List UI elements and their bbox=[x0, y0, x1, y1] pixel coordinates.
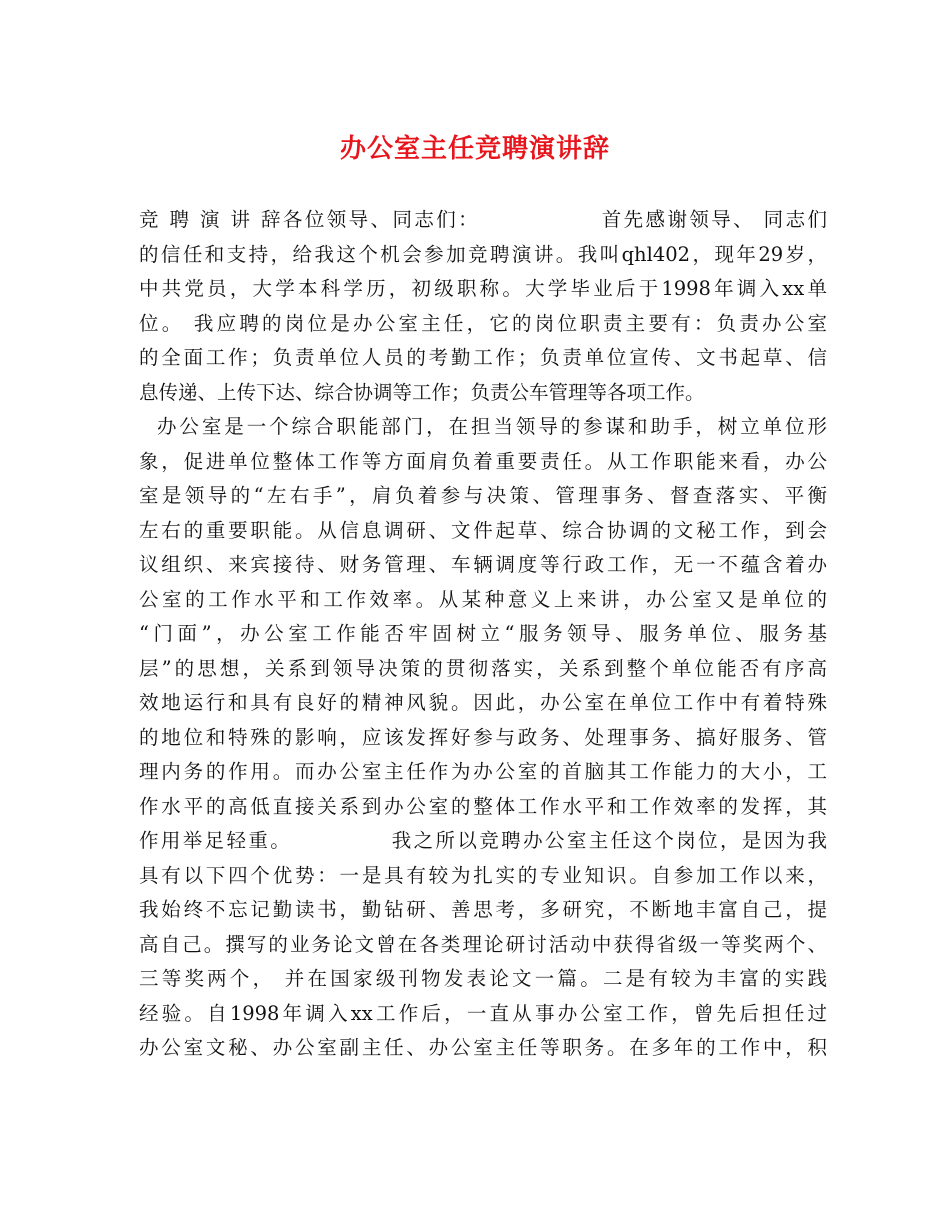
body-line: 办公室文秘、办公室副主任、办公室主任等职务。在多年的工作中，积 bbox=[139, 1036, 827, 1059]
body-line: 经验。自1998年调入xx工作后，一直从事办公室工作，曾先后担任过 bbox=[139, 1001, 827, 1025]
body-line: 中共党员，大学本科学历，初级职称。大学毕业后于1998年调入xx单 bbox=[139, 277, 827, 300]
body-line: 效地运行和具有良好的精神风貌。因此，办公室在单位工作中有着特殊 bbox=[139, 691, 827, 714]
body-line: 的信任和支持，给我这个机会参加竞聘演讲。我叫qhl402，现年29岁， bbox=[139, 242, 827, 266]
body-line: 理内务的作用。而办公室主任作为办公室的首脑其工作能力的大小，工 bbox=[139, 760, 827, 783]
body-line: 我始终不忘记勤读书，勤钻研、善思考，多研究，不断地丰富自己，提 bbox=[139, 898, 827, 921]
body-line: 作用举足轻重。 我之所以竞聘办公室主任这个岗位，是因为我 bbox=[139, 829, 827, 852]
body-line: 的地位和特殊的影响，应该发挥好参与政务、处理事务、搞好服务、管 bbox=[139, 725, 827, 749]
body-line: 三等奖两个， 并在国家级刊物发表论文一篇。二是有较为丰富的实践 bbox=[139, 967, 827, 990]
body-line: 象，促进单位整体工作等方面肩负着重要责任。从工作职能来看，办公 bbox=[139, 449, 827, 473]
body-line: 位。 我应聘的岗位是办公室主任，它的岗位职责主要有：负责办公室 bbox=[139, 311, 827, 335]
body-line: 具有以下四个优势：一是具有较为扎实的专业知识。自参加工作以来， bbox=[139, 863, 827, 887]
body-line: 公室的工作水平和工作效率。从某种意义上来讲，办公室又是单位的 bbox=[139, 587, 827, 611]
body-line: 议组织、来宾接待、财务管理、车辆调度等行政工作，无一不蕴含着办 bbox=[139, 553, 827, 576]
body-line: 左右的重要职能。从信息调研、文件起草、综合协调的文秘工作，到会 bbox=[139, 518, 827, 542]
body-line: 高自己。撰写的业务论文曾在各类理论研讨活动中获得省级一等奖两个、 bbox=[139, 932, 827, 956]
document-body bbox=[139, 203, 827, 1066]
body-line: 竞 聘 演 讲 辞各位领导、同志们： 首先感谢领导、 同志们 bbox=[139, 208, 827, 231]
body-line: 作水平的高低直接关系到办公室的整体工作水平和工作效率的发挥，其 bbox=[139, 794, 827, 818]
body-line: 息传递、上传下达、综合协调等工作；负责公车管理等各项工作。 bbox=[139, 380, 705, 404]
body-line: 层”的思想，关系到领导决策的贯彻落实，关系到整个单位能否有序高 bbox=[139, 656, 827, 680]
body-line: 的全面工作；负责单位人员的考勤工作；负责单位宣传、文书起草、信 bbox=[139, 346, 827, 369]
body-line: 办公室是一个综合职能部门，在担当领导的参谋和助手，树立单位形 bbox=[157, 415, 827, 438]
document-title: 办公室主任竞聘演讲辞 bbox=[339, 134, 610, 164]
body-line: “门面”，办公室工作能否牢固树立“服务领导、服务单位、服务基 bbox=[139, 622, 827, 645]
body-line: 室是领导的“左右手”，肩负着参与决策、管理事务、督查落实、平衡 bbox=[139, 484, 827, 507]
